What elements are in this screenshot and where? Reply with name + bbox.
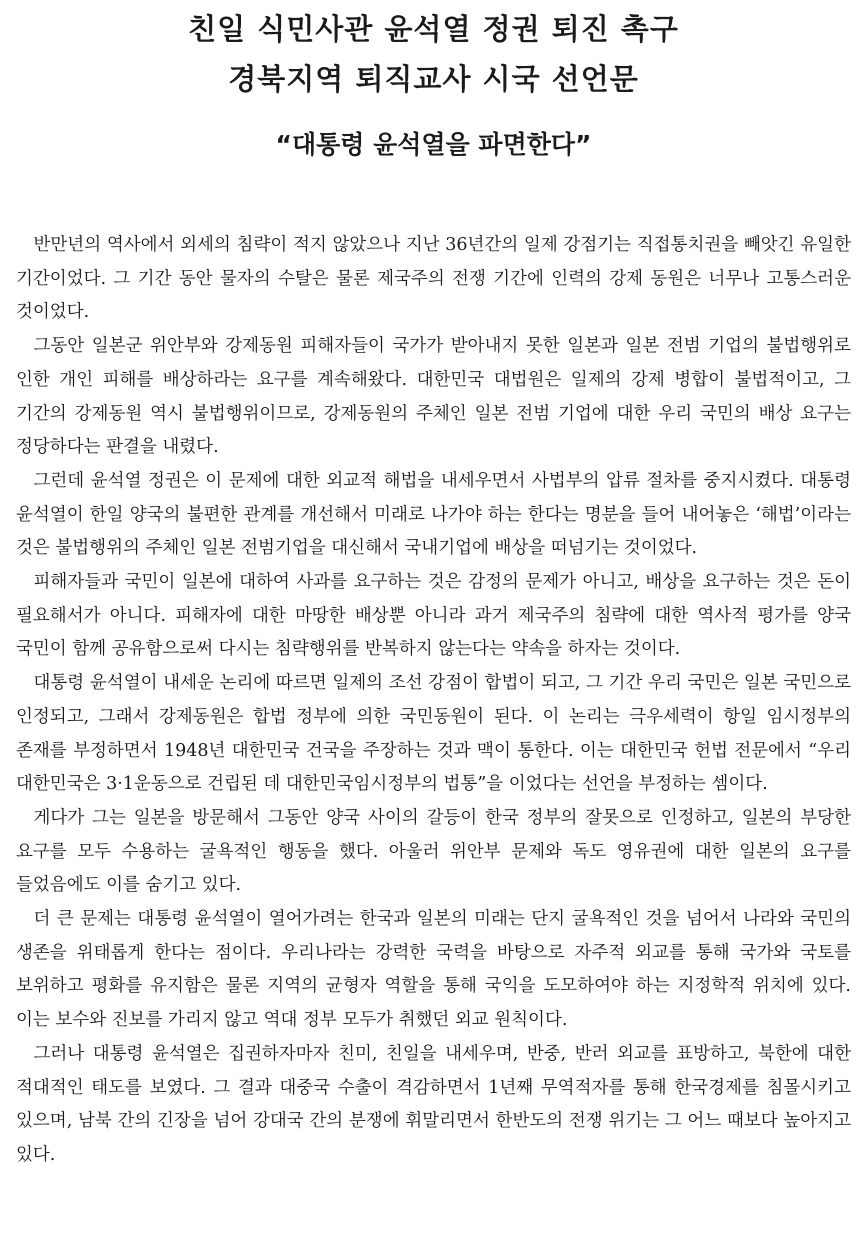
paragraph-6: 게다가 그는 일본을 방문해서 그동안 양국 사이의 갈등이 한국 정부의 잘못으로 인정하고, 일본의 부당한 요구를 모두 수용하는 굴욕적인 행동을 했다. 아울러 위안부 문제와 독도 영유권에 대한 일본의 요구를 들었음에도 이를 숨기고 있다. bbox=[16, 807, 851, 896]
document-subtitle: “대통령 윤석열을 파면한다” bbox=[275, 130, 592, 159]
paragraph-4: 피해자들과 국민이 일본에 대하여 사과를 요구하는 것은 감정의 문제가 아니고, 배상을 요구하는 것은 돈이 필요해서가 아니다. 피해자에 대한 마땅한 배상뿐 아니라 과거 제국주의 침략에 대한 역사적 평가를 양국 국민이 함께 공유함으로써 다시는 침략행위를 반복하지 않는다는 약속을 하자는 것이다. bbox=[16, 572, 851, 660]
paragraph-7: 더 큰 문제는 대통령 윤석열이 열어가려는 한국과 일본의 미래는 단지 굴욕적인 것을 넘어서 나라와 국민의 생존을 위태롭게 한다는 점이다. 우리나라는 강력한 국력을 바탕으로 자주적 외교를 통해 국가와 국토를 보위하고 평화를 유지함은 물론 지역의 균형자 역할을 통해 국익을 도모하여야 하는 지정학적 위치에 있다. 이는 보수와 진보를 가리지 않고 역대 정부 모두가 취했던 외교 원칙이다. bbox=[16, 909, 851, 1031]
paragraph-1: 반만년의 역사에서 외세의 침략이 적지 않았으나 지난 36년간의 일제 강점기는 직접통치권을 빼앗긴 유일한 기간이었다. 그 기간 동안 물자의 수탈은 물론 제국주의 전쟁 기간에 인력의 강제 동원은 너무나 고통스러운 것이었다. bbox=[16, 235, 851, 323]
paragraph-5: 대통령 윤석열이 내세운 논리에 따르면 일제의 조선 강점이 합법이 되고, 그 기간 우리 국민은 일본 국민으로 인정되고, 그래서 강제동원은 합법 정부에 의한 국민동원이 된다. 이 논리는 극우세력이 항일 임시정부의 존재를 부정하면서 1948년 대한민국 건국을 주장하는 것과 맥이 통한다. 이는 대한민국 헌법 전문에서 “우리 대한민국은 3·1운동으로 건립된 데 대한민국임시정부의 법통”을 이었다는 선언을 부정하는 셈이다. bbox=[16, 673, 851, 795]
paragraph-3: 그런데 윤석열 정권은 이 문제에 대한 외교적 해법을 내세우면서 사법부의 압류 절차를 중지시켰다. 대통령 윤석열이 한일 양국의 불편한 관계를 개선해서 미래로 나가야 하는 한다는 명분을 들어 내어놓은 ‘해법’이라는 것은 불법행위의 주체인 일본 전범기업을 대신해서 국내기업에 배상을 떠넘기는 것이었다. bbox=[16, 470, 851, 559]
document-title-line-2: 경북지역 퇴직교사 시국 선언문 bbox=[228, 62, 639, 96]
declaration-body bbox=[16, 229, 851, 1173]
document-title-line-1: 친일 식민사관 윤석열 정권 퇴진 촉구 bbox=[188, 12, 679, 46]
paragraph-8: 그러나 대통령 윤석열은 집권하자마자 친미, 친일을 내세우며, 반중, 반러 외교를 표방하고, 북한에 대한 적대적인 태도를 보였다. 그 결과 대중국 수출이 격감하면서 1년째 무역적자를 통해 한국경제를 침몰시키고 있으며, 남북 간의 긴장을 넘어 강대국 간의 분쟁에 휘말리면서 한반도의 전쟁 위기는 그 어느 때보다 높아지고 있다. bbox=[16, 1043, 851, 1165]
paragraph-2: 그동안 일본군 위안부와 강제동원 피해자들이 국가가 받아내지 못한 일본과 일본 전범 기업의 불법행위로 인한 개인 피해를 배상하라는 요구를 계속해왔다. 대한민국 대법원은 일제의 강제 병합이 불법적이고, 그 기간의 강제동원 역시 불법행위이므로, 강제동원의 주체인 일본 전범 기업에 대한 우리 국민의 배상 요구는 정당하다는 판결을 내렸다. bbox=[16, 336, 851, 458]
